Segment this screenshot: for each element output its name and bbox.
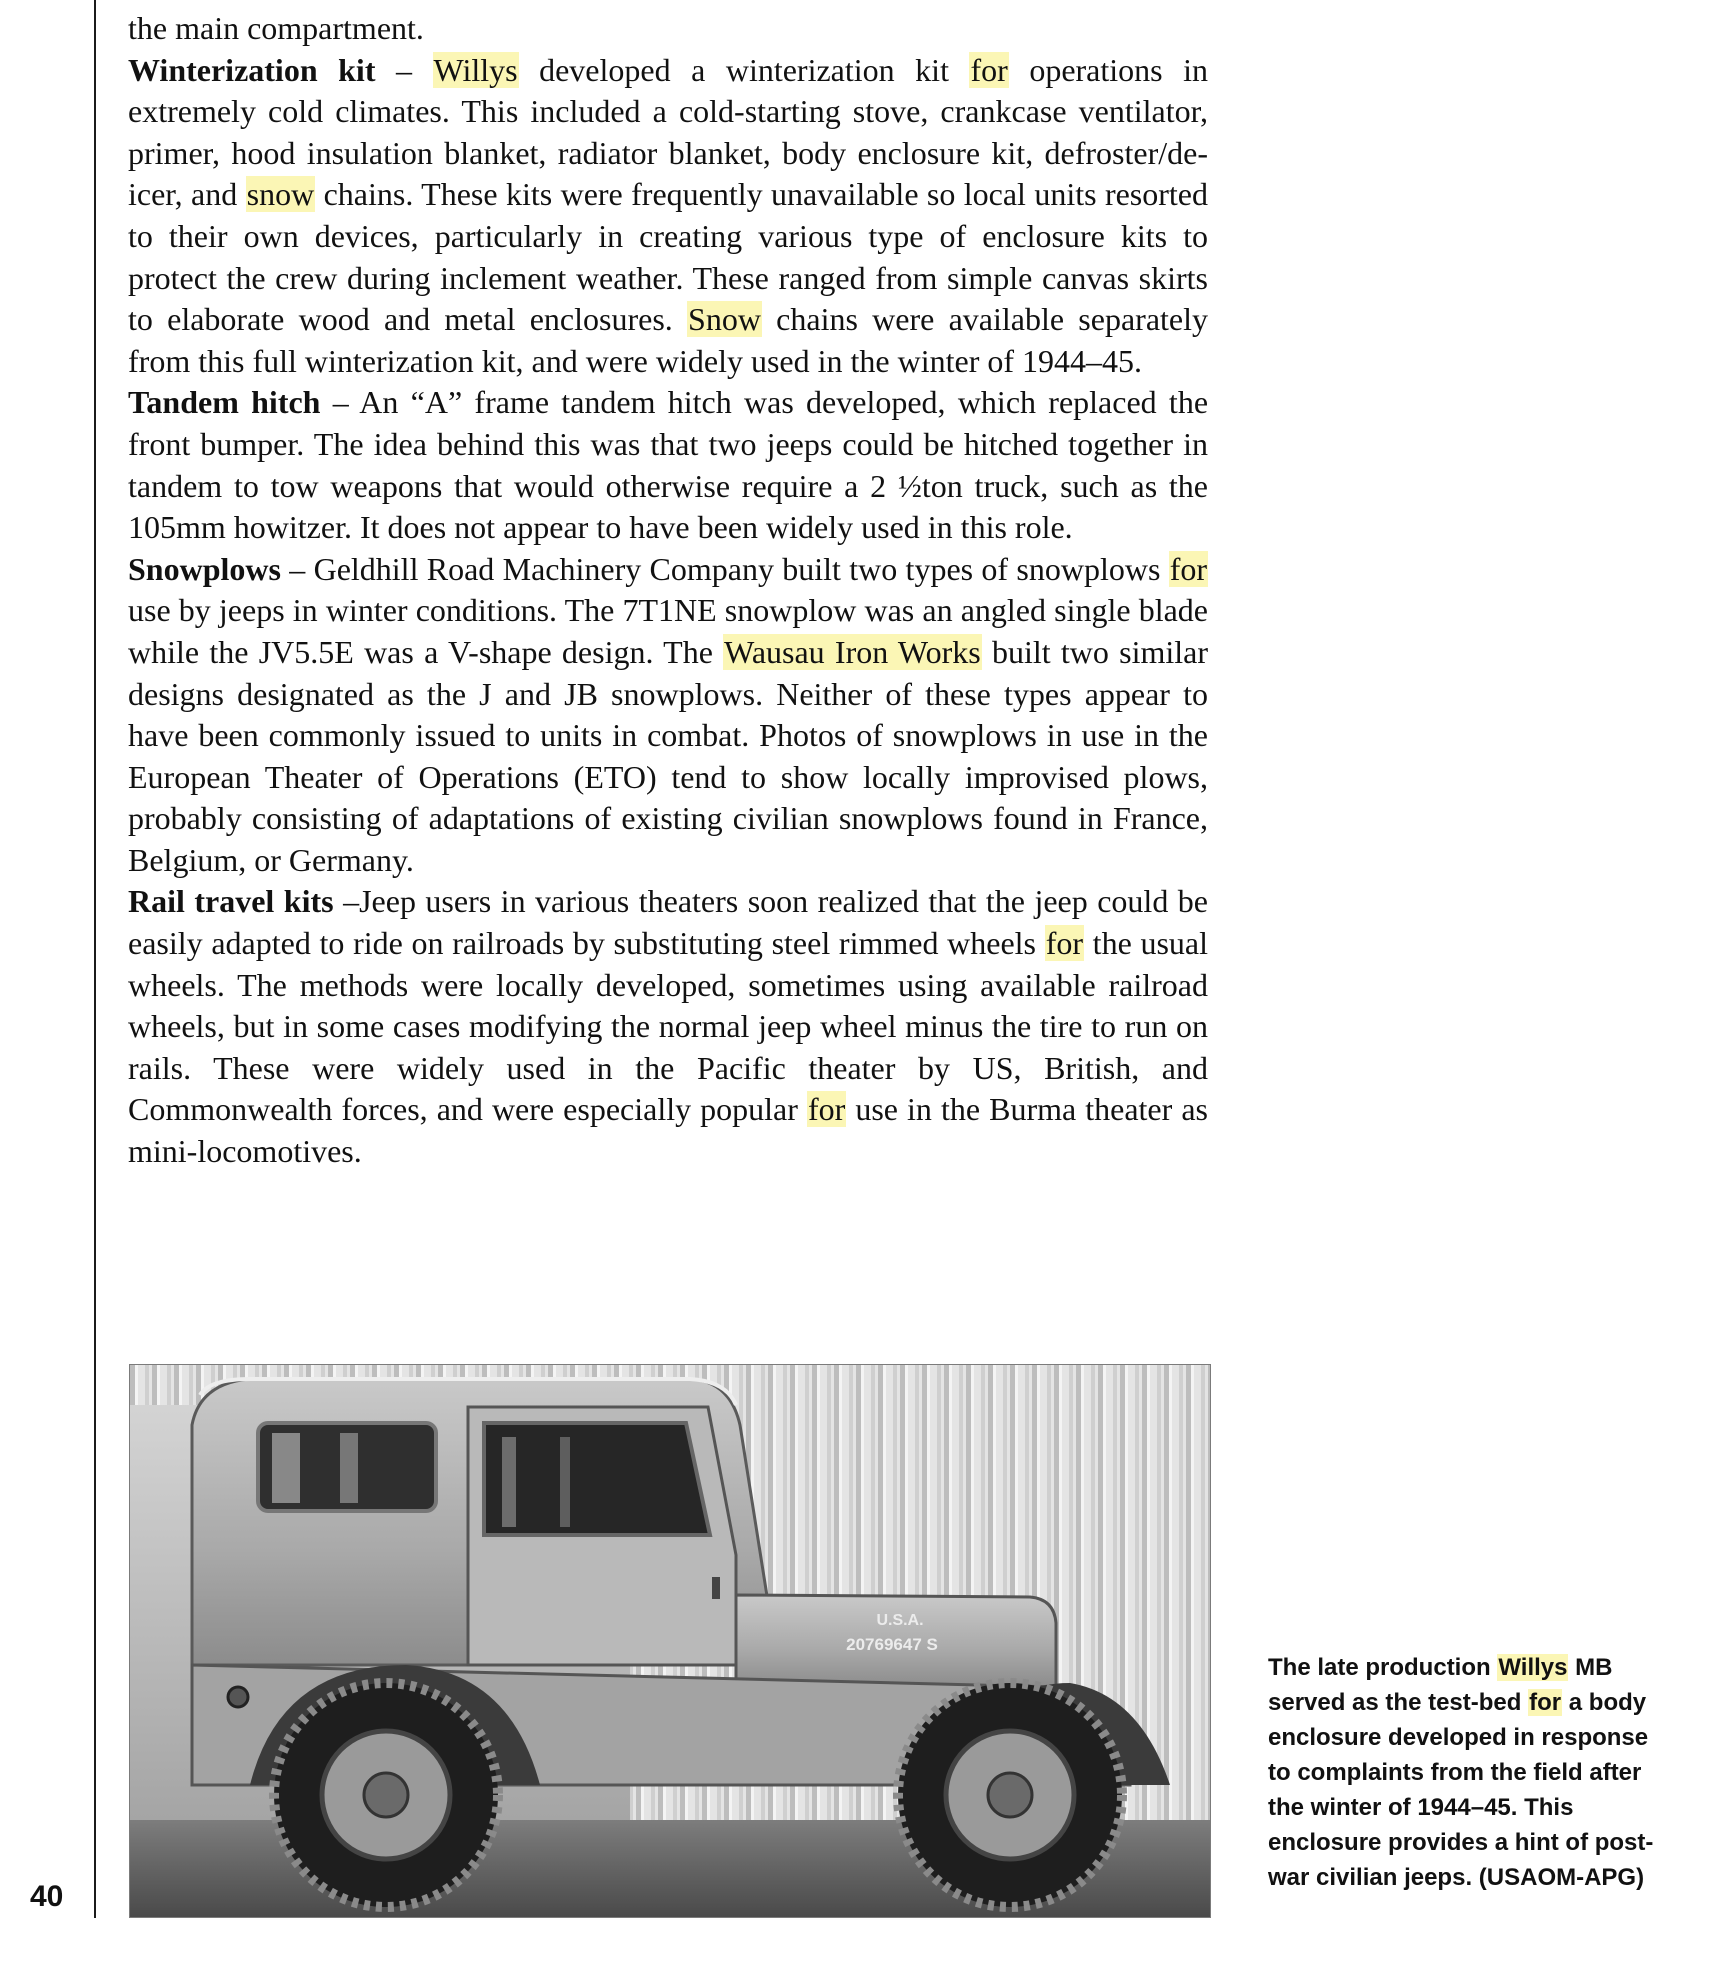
- text-run: Geldhill Road Machinery Company built two types of snowplows: [313, 550, 1169, 587]
- text-run: chains. These kits were frequently unavailable so local units resorted to their own devices, particularly in creating various type of enclosure kits to protect the crew during inclement weather. These ranged from simple canvas skirts to elaborate wood and metal enclosures.: [128, 176, 1209, 338]
- hood-marking-serial: 20769647 S: [846, 1635, 938, 1654]
- paragraph-snowplows: [128, 549, 1208, 882]
- search-highlight: for: [1169, 550, 1208, 587]
- text-run: chains were available separately from this full winterization kit, and were widely used in the winter of 1944–45.: [128, 301, 1209, 379]
- term-dash: –: [375, 51, 433, 88]
- text-run: An “A” frame tandem hitch was developed, which replaced the front bumper. The idea behind this was that two jeeps could be hitched together in tandem to tow weapons that would otherwise require a 2 ½ton truck, such as the 105mm howitzer. It does not appear to have been widely used in this role.: [128, 384, 1209, 546]
- text-run: Jeep users in various theaters soon realized that the jeep could be easily adapted to ride on railroads by substituting steel rimmed wheels: [128, 883, 1209, 962]
- term-dash: –: [333, 883, 360, 920]
- jeep-photograph: [129, 1364, 1211, 1918]
- body-text-column: [128, 8, 1208, 1173]
- page-number: 40: [30, 1880, 64, 1913]
- text-run: built two similar designs designated as the J and JB snowplows. Neither of these types appear to have been commonly issued to units in combat. Photos of snowplows in use in the European Theater of Operations (ETO) tend to show locally improvised plows, probably consisting of adaptations of existing civilian snowplows found in France, Belgium, or Germany.: [128, 633, 1209, 878]
- paragraph-winterization-kit: [128, 50, 1208, 383]
- text-run: use in the Burma theater as mini-locomotives.: [128, 1091, 1209, 1170]
- tail-light: [228, 1687, 248, 1707]
- search-highlight: for: [1045, 925, 1083, 962]
- caption-text: MB served as the test-bed: [1268, 1654, 1613, 1716]
- text-run: use by jeeps in winter conditions. The 7T1NE snowplow was an angled single blade while the JV5.5E was a V-shape design. The: [128, 592, 1208, 670]
- page-margin-rule: [94, 0, 96, 1918]
- paragraph-rail-travel-kits: [128, 881, 1208, 1172]
- search-highlight: Wausau Iron Works: [724, 633, 981, 670]
- term-tandem-hitch: Tandem hitch: [128, 384, 321, 421]
- term-dash: –: [280, 550, 314, 587]
- search-highlight: for: [970, 51, 1008, 88]
- caption-text: The late production: [1268, 1654, 1498, 1681]
- hood-marking-usa: U.S.A.: [876, 1612, 924, 1629]
- term-dash: –: [320, 384, 360, 421]
- term-snowplows: Snowplows: [128, 550, 281, 587]
- photo-caption: [1268, 1650, 1668, 1895]
- jeep-photo-illustration: [130, 1365, 1210, 1917]
- text-run: developed a winterization kit: [518, 51, 970, 88]
- term-winterization-kit: Winterization kit: [128, 51, 376, 88]
- search-highlight: for: [807, 1091, 846, 1128]
- door-handle: [712, 1577, 720, 1599]
- rear-window-frame: [272, 1433, 300, 1503]
- front-wheel-hub: [988, 1773, 1032, 1817]
- paragraph-intro-fragment: the main compartment.: [128, 10, 424, 46]
- term-rail-travel-kits: Rail travel kits: [128, 883, 334, 920]
- text-run: operations in extremely cold climates. This included a cold-starting stove, crankcase ventilator, primer, hood insulation blanket, radiator blanket, body enclosure kit, defroster/de-icer, and: [128, 51, 1209, 213]
- paragraph-tandem-hitch: [128, 382, 1208, 548]
- door-window-bar: [560, 1437, 570, 1527]
- search-highlight: Willys: [433, 51, 518, 88]
- search-highlight: snow: [246, 176, 315, 213]
- rear-wheel-hub: [364, 1773, 408, 1817]
- door-window: [484, 1423, 710, 1535]
- search-highlight: Snow: [688, 301, 761, 338]
- caption-text: a body enclosure developed in response to complaints from the field after the winter of 1944–45. This enclosure provides a hint of post-war civilian jeeps. (USAOM-APG): [1268, 1689, 1654, 1891]
- door-window-bar: [502, 1437, 516, 1527]
- search-highlight: Willys: [1498, 1654, 1568, 1681]
- search-highlight: for: [1529, 1689, 1562, 1716]
- text-run: the usual wheels. The methods were locally developed, sometimes using available railroad wheels, but in some cases modifying the normal jeep wheel minus the tire to run on rails. These were widely used in the Pacific theater by US, British, and Commonwealth forces, and were especially popular: [128, 925, 1209, 1128]
- rear-window-frame: [340, 1433, 358, 1503]
